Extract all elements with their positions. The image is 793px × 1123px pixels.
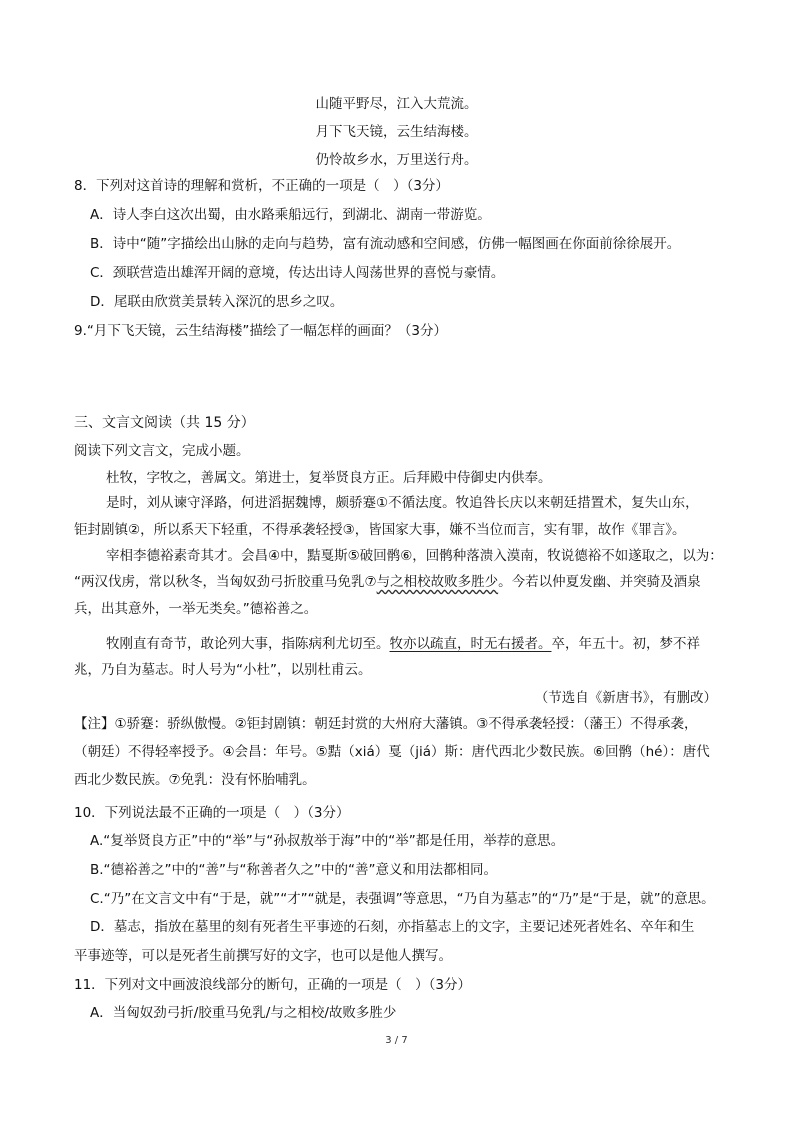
question-10-stem: 10．下列说法最不正确的一项是（ ）（3分）: [74, 805, 350, 821]
question-10-option-b: B.“德裕善之”中的“善”与“称善者久之”中的“善”意义和用法都相同。: [90, 862, 498, 878]
wavy-underlined-text: 与之相校故败多胜少: [376, 574, 499, 590]
question-10-option-a: A.“复举贤良方正”中的“举”与“孙叔敖举于海”中的“举”都是任用，举荐的意思。: [90, 833, 565, 849]
question-9-stem: 9.“月下飞天镜，云生结海楼”描绘了一幅怎样的画面？（3分）: [74, 323, 447, 339]
poem-line-1: 山随平野尽，江入大荒流。: [315, 96, 478, 112]
question-8-option-d: D．尾联由欣赏美景转入深沉的思乡之叹。: [90, 294, 344, 310]
passage-paragraph-1: 杜牧，字牧之，善属文。第进士，复举贤良方正。后拜殿中侍御史内供奉。: [106, 470, 552, 486]
passage-paragraph-3-line-3: 兵，出其意外，一举无类矣。”德裕善之。: [74, 601, 318, 617]
poem-line-2: 月下飞天镜，云生结海楼。: [315, 124, 478, 140]
section-3-title: 三、文言文阅读（共 15 分）: [74, 415, 255, 431]
section-3-instruction: 阅读下列文言文，完成小题。: [74, 443, 250, 459]
question-10-option-d-line-1: D．墓志，指放在墓里的刻有死者生平事迹的石刻，亦指墓志上的文字，主要记述死者姓名、卒年和生: [90, 919, 695, 935]
question-8-stem: 8．下列对这首诗的理解和赏析，不正确的一项是（ ）（3分）: [74, 178, 449, 194]
question-8-option-a: A．诗人李白这次出蜀，由水路乘船远行，到湖北、湖南一带游览。: [90, 207, 491, 223]
passage-text: “两汉伐虏，常以秋冬，当匈奴劲弓折胶重马免乳⑦: [74, 574, 377, 590]
question-8-option-b: B．诗中“随”字描绘出山脉的走向与趋势，富有流动感和空间感，仿佛一幅图画在你面前徐徐展开。: [90, 236, 681, 252]
passage-paragraph-3-line-2: [74, 572, 701, 592]
passage-text: 卒，年五十。初，梦不祥: [551, 636, 700, 652]
passage-paragraph-3-line-1: 宰相李德裕素奇其才。会昌④中，黠戛斯⑤破回鹘⑥，回鹘种落溃入漠南，牧说德裕不如遂取之，以为：: [106, 548, 723, 564]
page-number: 3 / 7: [385, 1035, 408, 1046]
question-10-option-c: C.“乃”在文言文中有“于是，就”“才”“就是，表强调”等意思，“乃自为墓志”的“乃”是“于是，就”的意思。: [90, 891, 715, 907]
passage-paragraph-4-line-2: 兆，乃自为墓志。时人号为“小杜”，以别杜甫云。: [74, 662, 372, 678]
question-8-option-c: C．颈联营造出雄浑开阔的意境，传达出诗人闯荡世界的喜悦与豪情。: [90, 265, 505, 281]
passage-text: 牧刚直有奇节，敢论列大事，指陈病利尤切至。: [106, 636, 390, 652]
question-11-option-a: A．当匈奴劲弓折/胶重马免乳/与之相校/故败多胜少: [90, 1005, 397, 1021]
passage-paragraph-2-line-2: 钜封剧镇②，所以系天下轻重，不得承袭轻授③，皆国家大事，嫌不当位而言，实有罪，故作《罪言》。: [74, 522, 686, 538]
passage-text: 。今若以仲夏发幽、并突骑及酒泉: [498, 574, 701, 590]
poem-line-3: 仍怜故乡水，万里送行舟。: [315, 152, 478, 168]
passage-source: （节选自《新唐书》，有删改）: [534, 690, 717, 706]
notes-line-2: （朝廷）不得轻率授予。④会昌：年号。⑤黠（xiá）戛（jiá）斯：唐代西北少数民族。⑥回鹘（hé）：唐代: [74, 744, 710, 760]
question-10-option-d-line-2: 平事迹等，可以是死者生前撰写好的文字，也可以是他人撰写。: [74, 948, 452, 964]
question-11-stem: 11．下列对文中画波浪线部分的断句，正确的一项是（ ）（3分）: [74, 977, 472, 993]
underlined-text: 牧亦以疏直，时无右援者。: [389, 636, 552, 652]
notes-line-3: 西北少数民族。⑦免乳：没有怀胎哺乳。: [74, 772, 316, 788]
passage-paragraph-4-line-1: [106, 634, 700, 654]
passage-paragraph-2-line-1: 是时，刘从谏守泽路，何进滔据魏博，颇骄蹇①不循法度。牧追咎长庆以来朝廷措置术，复失山东，: [106, 495, 699, 511]
notes-line-1: 【注】①骄蹇：骄纵傲慢。②钜封剧镇：朝廷封赏的大州府大藩镇。③不得承袭轻授：（藩王）不得承袭，: [74, 716, 698, 732]
